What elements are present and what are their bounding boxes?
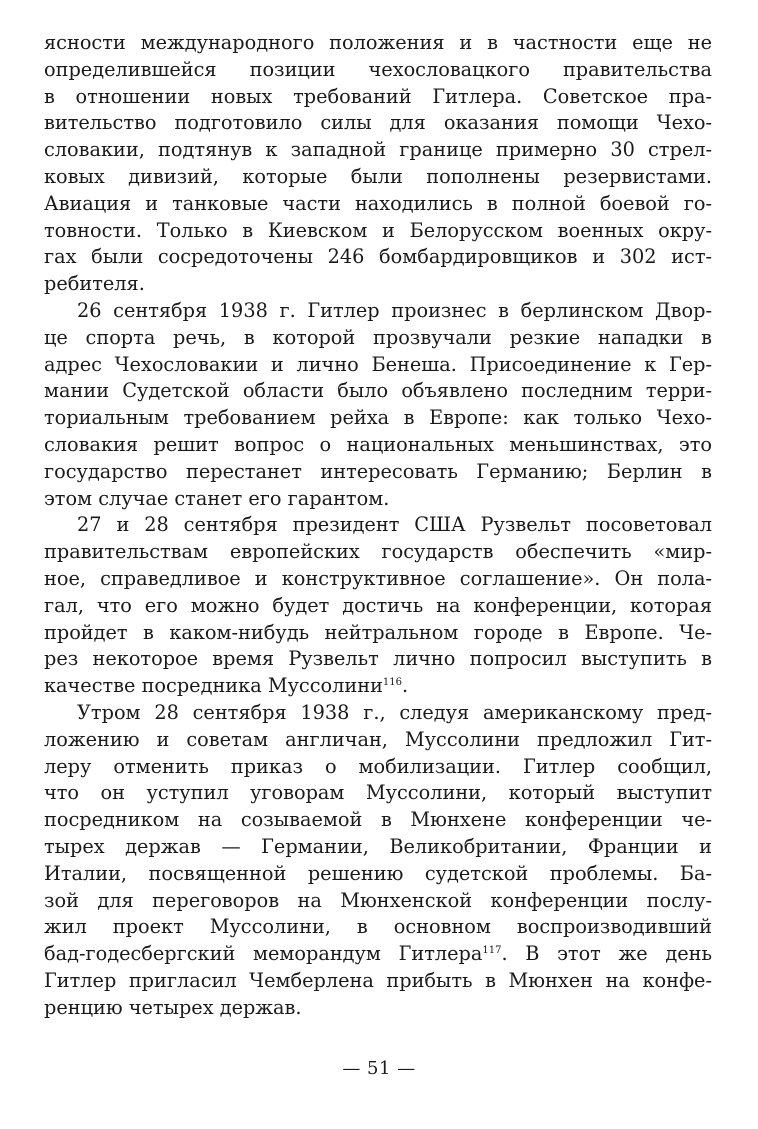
text-line: что он уступил уговорам Муссолини, который выступит: [44, 781, 712, 805]
text-line: ребителя.: [44, 272, 145, 296]
text-line: ренцию четырех держав.: [44, 995, 302, 1019]
text-line: рез некоторое время Рузвельт лично попросил выступить в: [44, 647, 712, 671]
paragraph-3: [44, 512, 712, 700]
text-line: Авиация и танковые части находились в полной боевой го-: [44, 191, 712, 215]
text-line: 26 сентября 1938 г. Гитлер произнес в берлинском Двор-: [77, 298, 712, 322]
text-line: гах были сосредоточены 246 бомбардировщиков и 302 ист-: [44, 245, 712, 269]
paragraph-4: [44, 700, 712, 1022]
text-line: в отношении новых требований Гитлера. Советское пра-: [44, 84, 712, 108]
text-line: ложению и советам англичан, Муссолини предложил Гит-: [44, 727, 712, 751]
text-line: словакии, подтянув к западной границе примерно 30 стрел-: [44, 138, 712, 162]
text-line: ковых дивизий, которые были пополнены резервистами.: [44, 164, 712, 188]
text-line: зой для переговоров на Мюнхенской конференции послу-: [44, 888, 712, 912]
text-fragment: качестве посредника Муссолини: [44, 674, 383, 698]
text-fragment: .: [402, 674, 409, 698]
text-line: этом случае станет его гарантом.: [44, 486, 390, 510]
text-fragment: бад-годесбергский меморандум Гитлера: [44, 942, 483, 966]
paragraph-1: [44, 30, 712, 298]
text-line: мании Судетской области было объявлено последним терри-: [44, 379, 712, 403]
text-line: правительствам европейских государств обеспечить «мир-: [44, 540, 712, 564]
text-line: 27 и 28 сентября президент США Рузвельт посоветовал: [77, 513, 712, 537]
text-line: товности. Только в Киевском и Белорусском военных окру-: [44, 218, 712, 242]
text-line: тырех держав — Германии, Великобритании, Франции и: [44, 834, 712, 858]
text-line: [44, 673, 712, 700]
page-number: — 51 —: [342, 1058, 416, 1079]
text-line: жил проект Муссолини, в основном воспроизводивший: [44, 915, 712, 939]
text-line: ториальным требованием рейха в Европе: как только Чехо-: [44, 406, 712, 430]
text-line: гал, что его можно будет достичь на конференции, которая: [44, 593, 712, 617]
text-line: адрес Чехословакии и лично Бенеша. Присоединение к Гер-: [44, 352, 712, 376]
text-line: вительство подготовило силы для оказания помощи Чехо-: [44, 111, 712, 135]
footnote-ref[interactable]: 116: [382, 677, 403, 689]
text-line: це спорта речь, в которой прозвучали резкие нападки в: [44, 325, 712, 349]
text-line: Италии, посвященной решению судетской проблемы. Ба-: [44, 861, 712, 885]
text-line: Утром 28 сентября 1938 г., следуя американскому пред-: [77, 700, 712, 724]
text-fragment: . В этот же день: [501, 942, 712, 966]
text-line: определившейся позиции чехословацкого правительства: [44, 57, 712, 81]
text-line: ясности международного положения и в частности еще не: [44, 31, 712, 54]
text-line: словакия решит вопрос о национальных меньшинствах, это: [44, 432, 712, 456]
page-body: [44, 30, 712, 1021]
text-line: леру отменить приказ о мобилизации. Гитлер сообщил,: [44, 754, 712, 778]
text-line: Гитлер пригласил Чемберлена прибыть в Мюнхен на конфе-: [44, 968, 712, 992]
text-line: посредником на созываемой в Мюнхене конференции че-: [44, 808, 712, 832]
text-line: пройдет в каком-нибудь нейтральном городе в Европе. Че-: [44, 620, 712, 644]
text-line: [44, 941, 712, 968]
text-line: государство перестанет интересовать Германию; Берлин в: [44, 459, 712, 483]
text-line: ное, справедливое и конструктивное соглашение». Он пола-: [44, 566, 712, 590]
paragraph-2: [44, 298, 712, 512]
footnote-ref[interactable]: 117: [482, 945, 502, 957]
